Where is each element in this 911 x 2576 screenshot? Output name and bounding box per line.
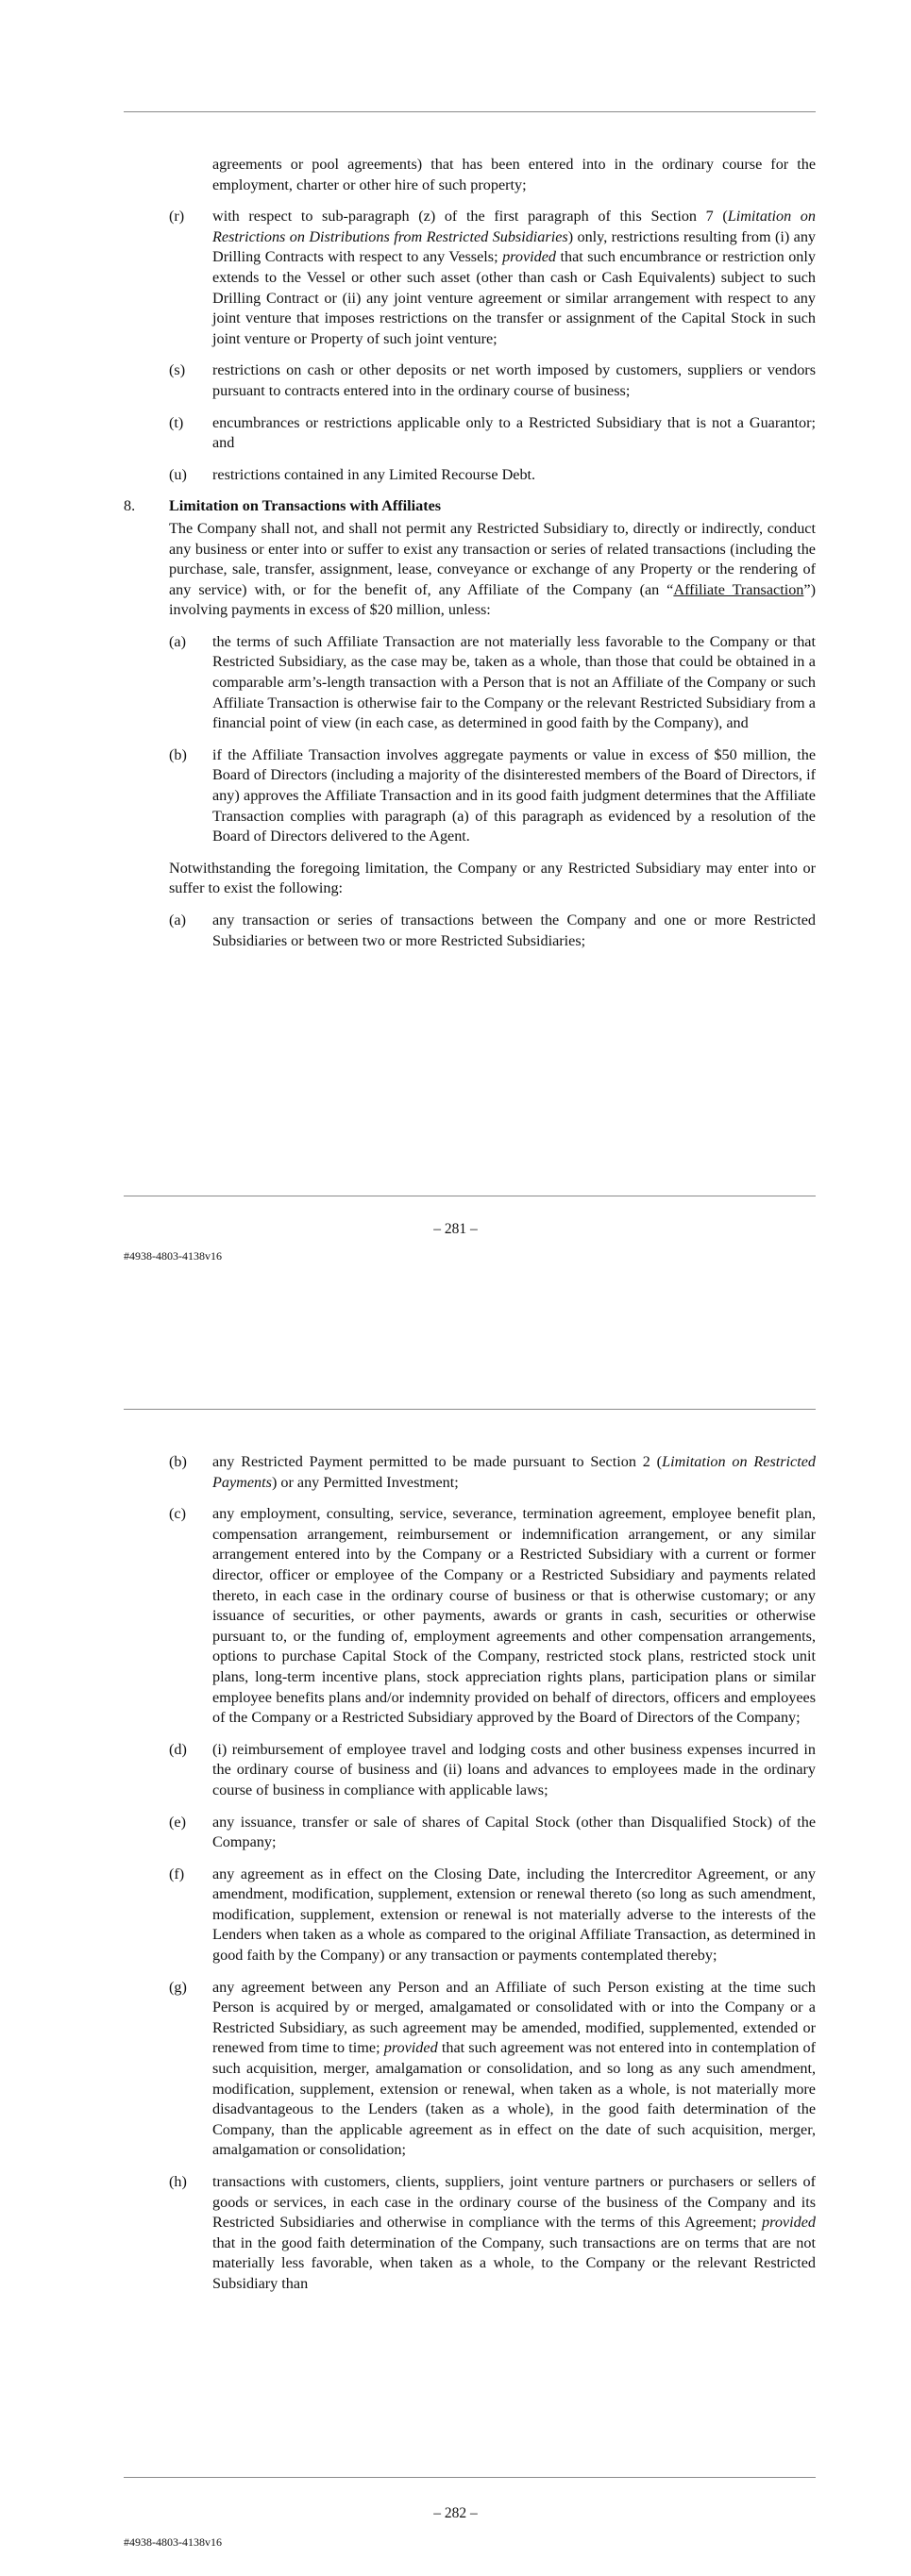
clause-s [124, 360, 816, 401]
clause-text: (i) reimbursement of employee travel and lodging costs and other business expenses incurred in the ordinary course of business and (ii) loans and advances to employees made in the ordinary course of business in compliance with applicable laws; [212, 1740, 816, 1798]
exception-c [124, 1504, 816, 1729]
page-number: – 281 – [433, 1221, 478, 1237]
clause-text: with respect to sub-paragraph (z) of the first paragraph of this Section 7 ( [212, 208, 728, 226]
footer-rule [124, 2477, 816, 2478]
clause-label: (a) [169, 632, 186, 650]
clause-text: transactions with customers, clients, suppliers, joint venture partners or purchasers or sellers of goods or services, in each case in the ordinary course of the business of the Company and its Restricted Subsidiaries and otherwise in compliance with the terms of this Agreement; [212, 2173, 816, 2232]
clause-text: ) or any Permitted Investment; [271, 1473, 459, 1491]
clause-label: (r) [169, 208, 185, 226]
clause-text: any agreement between any Person and an Affiliate of such Person existing at the time such Person is acquired by or merged, amalgamated or consolidated with or into the Company or a Restricted Subsidiary, as such agreement may be amended, modified, supplemented, extended or renewed from time to time; [212, 1978, 816, 2057]
header-rule [124, 111, 816, 112]
exception-g [124, 1978, 816, 2161]
condition-b [124, 745, 816, 847]
notwithstanding-text: Notwithstanding the foregoing limitation, the Company or any Restricted Subsidiary may enter into or suffer to exist the following: [169, 859, 816, 897]
clause-label: (b) [169, 1453, 187, 1470]
section-title: Limitation on Transactions with Affiliates [169, 497, 442, 515]
clause-label: (g) [169, 1978, 187, 1996]
clause-text: that in the good faith determination of the Company, such transactions are on terms that are not materially less favorable, when taken as a whole, to the Company or the relevant Restricted Subsidiary than [212, 2233, 816, 2292]
clause-t [124, 413, 816, 454]
page-282-content [124, 1452, 816, 2306]
document-id: #4938-4803-4138v16 [124, 1249, 222, 1263]
proviso-term: provided [502, 248, 557, 266]
exception-b [124, 1452, 816, 1493]
clause-text: if the Affiliate Transaction involves aggregate payments or value in excess of $50 million, the Board of Directors (including a majority of the disinterested members of the Board of Directors, if any) approves the Affiliate Transaction and in its good faith judgment determines that the Affiliate Transaction complies with paragraph (a) of this paragraph as evidenced by a resolution of the Board of Directors delivered to the Agent. [212, 745, 816, 845]
defined-term: Affiliate Transaction [673, 580, 804, 598]
proviso-term: provided [762, 2214, 816, 2232]
clause-text: restrictions contained in any Limited Recourse Debt. [212, 465, 536, 483]
clause-text: any Restricted Payment permitted to be made pursuant to Section 2 ( [212, 1453, 663, 1470]
exception-d [124, 1740, 816, 1801]
clause-label: (d) [169, 1740, 187, 1758]
clause-label: (h) [169, 2173, 187, 2190]
clause-label: (a) [169, 912, 186, 928]
clause-label: (u) [169, 465, 187, 483]
clause-label: (b) [169, 745, 187, 763]
section-8-body [124, 519, 816, 621]
continued-text: agreements or pool agreements) that has been entered into in the ordinary course for the employment, charter or other hire of such property; [212, 156, 816, 193]
clause-label: (e) [169, 1813, 186, 1831]
clause-text: restrictions on cash or other deposits or net worth imposed by customers, suppliers or vendors pursuant to contracts entered into in the ordinary course of business; [212, 361, 816, 399]
body-text: The Company shall not, and shall not permit any Restricted Subsidiary to, directly or indirectly, conduct any business or enter into or suffer to exist any transaction or series of related transactions (including the purchase, sale, transfer, assignment, lease, conveyance or exchange of any Property or the rendering of any service) with, or for the benefit of, any Affiliate of the Company (an “ [169, 519, 816, 598]
clause-text: any issuance, transfer or sale of shares of Capital Stock (other than Disqualified Stock) of the Company; [212, 1813, 816, 1851]
header-rule [124, 1409, 816, 1410]
exception-e [124, 1813, 816, 1853]
section-8-heading [124, 496, 816, 517]
clause-text: the terms of such Affiliate Transaction are not materially less favorable to the Company or that Restricted Subsidiary, as the case may be, taken as a whole, than those that could be obtained in a comparable arm’s-length transaction with a Person that is not an Affiliate of the Company or such Affiliate Transaction is otherwise fair to the Company or the relevant Restricted Subsidiary from a financial point of view (in each case, as determined in good faith by the Company), and [212, 632, 816, 732]
body-text: ”) involving payments in excess of $20 million, unless: [169, 580, 816, 619]
clause-text: encumbrances or restrictions applicable only to a Restricted Subsidiary that is not a Guarantor; and [212, 413, 816, 452]
clause-label: (f) [169, 1865, 185, 1882]
page-number: – 282 – [433, 2505, 478, 2521]
clause-text: any agreement as in effect on the Closing Date, including the Intercreditor Agreement, or any amendment, modification, supplement, extension or renewal thereto (so long as such amendment, modification, supplement, extension or renewal is not materially adverse to the interests of the Lenders when taken as a whole as compared to the original Affiliate Transaction, as determined in good faith by the Company) or any transaction or payments contemplated thereby; [212, 1865, 816, 1965]
clause-label: (s) [169, 361, 186, 379]
clause-u [124, 465, 816, 486]
section-reference: Limitation on Restrictions on Distributions from Restricted Subsidiaries [212, 208, 816, 245]
page-282 [0, 1297, 911, 2576]
section-number: 8. [124, 497, 136, 515]
clause-text: ) only, restrictions resulting from (i) any Drilling Contracts with respect to any Vessels; [212, 227, 817, 266]
exception-h [124, 2172, 816, 2295]
clause-label: (t) [169, 413, 184, 431]
proviso-term: provided [383, 2039, 438, 2057]
document-id: #4938-4803-4138v16 [124, 2535, 222, 2549]
exception-f [124, 1865, 816, 1966]
condition-a [124, 632, 816, 734]
clause-text: any employment, consulting, service, severance, termination agreement, employee benefit plan, compensation arrangement, reimbursement or indemnification arrangement, or any similar arrangement entered into by the Company or a Restricted Subsidiary with a current or former director, officer or employee of the Company or a Restricted Subsidiary and payments related thereto, in each case in the ordinary course of business or that is otherwise customary; or any issuance of securities, or other payments, awards or grants in cash, securities or otherwise pursuant to, or the funding of, employment agreements and other compensation arrangements, options to purchase Capital Stock of the Company, restricted stock plans, restricted stock unit plans, long-term incentive plans, stock appreciation rights plans, participation plans or similar employee benefits plans and/or indemnity provided on behalf of directors, officers and employees of the Company or a Restricted Subsidiary approved by the Board of Directors of the Company; [212, 1505, 816, 1727]
clause-text: that such encumbrance or restriction only extends to the Vessel or other such asset (other than cash or Cash Equivalents) subject to such Drilling Contract or (ii) any joint venture agreement or similar arrangement with respect to any joint venture that imposes restrictions on the transfer or assignment of the Capital Stock in such joint venture or Property of such joint venture; [212, 248, 816, 347]
clause-r [124, 207, 816, 349]
section-reference: Limitation on Restricted Payments [212, 1453, 817, 1491]
clause-text: that such agreement was not entered into in contemplation of such acquisition, merger, amalgamation or consolidation, and so long as any such amendment, modification, supplement, extension or renewal, when taken as a whole, is not materially more disadvantageous to the Lenders (taken as a whole), in the good faith determination of the Company, than the applicable agreement as in effect on the date of such acquisition, merger, amalgamation or consolidation; [212, 2039, 817, 2159]
page-281-content [124, 155, 816, 962]
exception-a [124, 911, 816, 951]
clause-text: any transaction or series of transactions between the Company and one or more Restricted Subsidiaries or between two or more Restricted Subsidiaries; [212, 912, 816, 949]
clause-label: (c) [169, 1505, 186, 1523]
